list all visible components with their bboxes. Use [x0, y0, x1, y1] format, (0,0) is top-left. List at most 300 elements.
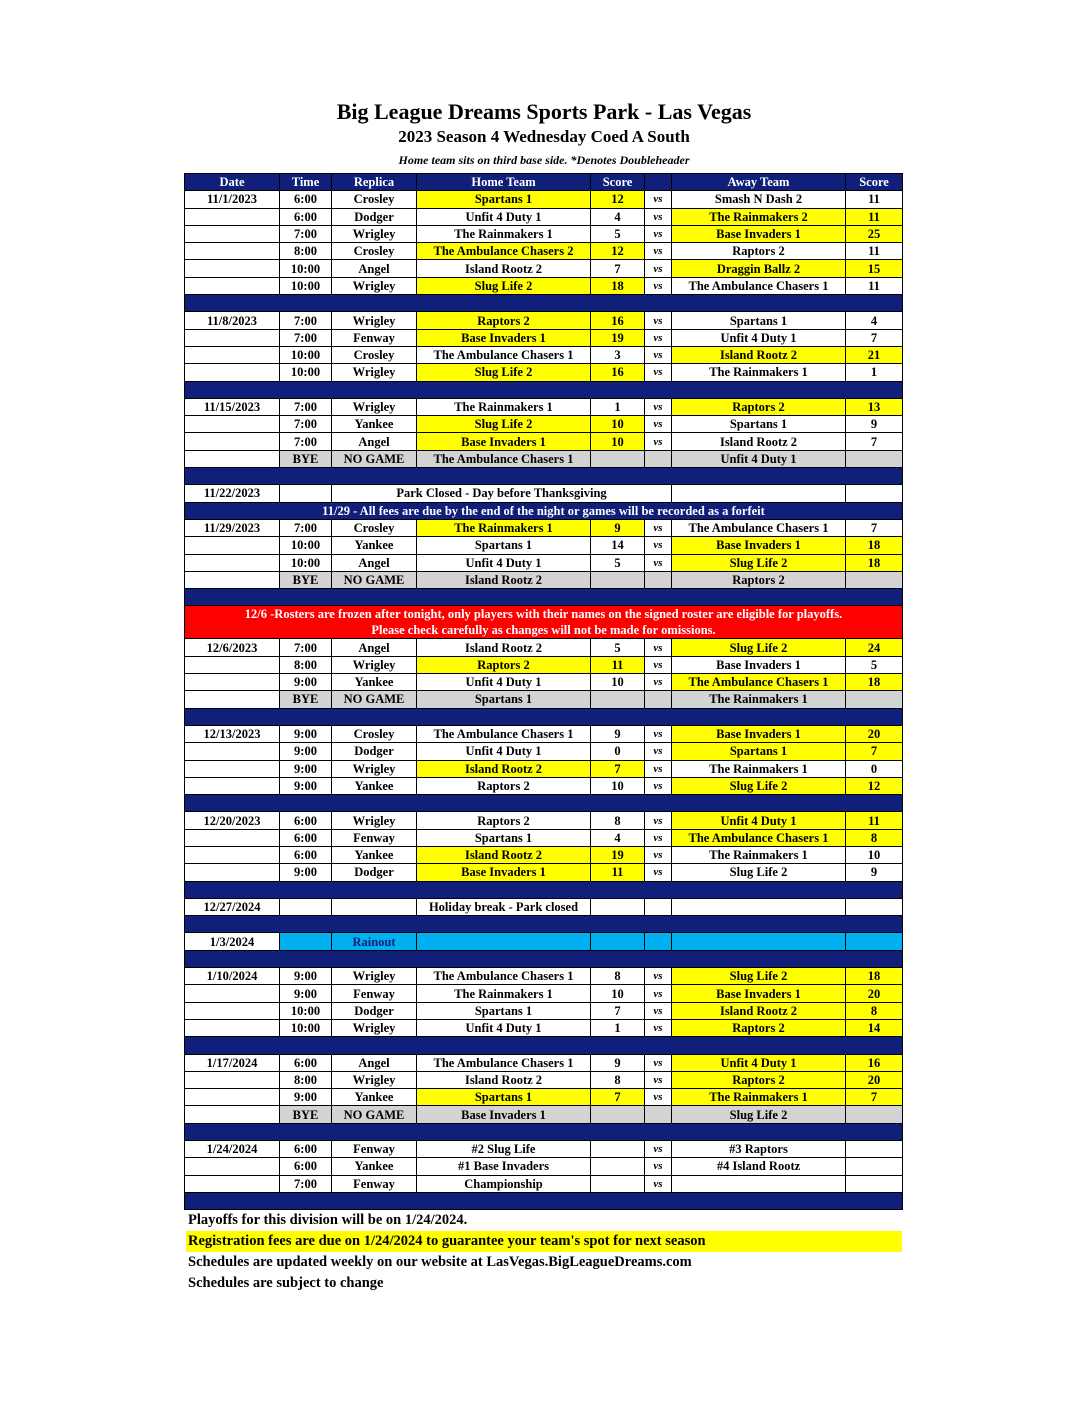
home-score-cell: 12: [591, 191, 645, 208]
replica-cell: Yankee: [332, 846, 417, 863]
away-score-cell: 8: [846, 829, 903, 846]
home-score-cell: 9: [591, 519, 645, 536]
replica-cell: Fenway: [332, 1141, 417, 1158]
bye-row: [185, 450, 903, 467]
home-score-cell: 12: [591, 243, 645, 260]
home-score-cell: [591, 1158, 645, 1175]
away-score-cell: 13: [846, 398, 903, 415]
time-cell: 6:00: [280, 846, 332, 863]
away-team-cell: [672, 933, 846, 950]
week-separator: [185, 916, 903, 933]
home-team-cell: Unfit 4 Duty 1: [417, 554, 591, 571]
home-team-cell: Raptors 2: [417, 312, 591, 329]
date-cell: 12/27/2024: [185, 898, 280, 915]
away-team-cell: Slug Life 2: [672, 554, 846, 571]
holiday-row: [185, 898, 903, 915]
separator-cell: [185, 295, 903, 312]
time-cell: BYE: [280, 1106, 332, 1123]
separator-cell: [185, 1192, 903, 1209]
away-score-cell: 7: [846, 433, 903, 450]
game-row: [185, 864, 903, 881]
vs-cell: vs: [645, 1002, 672, 1019]
footer: [186, 1210, 902, 1294]
away-team-cell: Slug Life 2: [672, 777, 846, 794]
time-cell: 7:00: [280, 225, 332, 242]
replica-cell: Angel: [332, 639, 417, 656]
home-team-cell: Raptors 2: [417, 777, 591, 794]
away-team-cell: Slug Life 2: [672, 639, 846, 656]
time-cell: 7:00: [280, 398, 332, 415]
time-cell: 7:00: [280, 329, 332, 346]
game-row: [185, 760, 903, 777]
time-cell: 6:00: [280, 812, 332, 829]
time-cell: 10:00: [280, 260, 332, 277]
week-separator: [185, 950, 903, 967]
date-cell: [185, 225, 280, 242]
fees-notice: 11/29 - All fees are due by the end of the night or games will be recorded as a forfeit: [185, 502, 903, 519]
replica-cell: Crosley: [332, 346, 417, 363]
away-score-cell: 11: [846, 812, 903, 829]
separator-cell: [185, 916, 903, 933]
footer-registration: Registration fees are due on 1/24/2024 to guarantee your team's spot for next season: [186, 1231, 902, 1252]
date-cell: [185, 243, 280, 260]
away-team-cell: #4 Island Rootz: [672, 1158, 846, 1175]
replica-cell: Yankee: [332, 777, 417, 794]
date-cell: 1/3/2024: [185, 933, 280, 950]
home-team-cell: The Rainmakers 1: [417, 398, 591, 415]
replica-cell: Wrigley: [332, 1019, 417, 1036]
home-score-cell: [591, 933, 645, 950]
replica-cell: Fenway: [332, 329, 417, 346]
date-cell: [185, 1071, 280, 1088]
date-cell: [185, 364, 280, 381]
home-score-cell: [591, 450, 645, 467]
vs-cell: vs: [645, 864, 672, 881]
date-cell: [185, 760, 280, 777]
away-score-cell: 0: [846, 760, 903, 777]
week-separator: [185, 1037, 903, 1054]
replica-cell: Fenway: [332, 985, 417, 1002]
date-cell: 12/20/2023: [185, 812, 280, 829]
footer-website: Schedules are updated weekly on our website at LasVegas.BigLeagueDreams.com: [188, 1254, 692, 1270]
away-team-cell: Base Invaders 1: [672, 656, 846, 673]
home-team-cell: Spartans 1: [417, 1002, 591, 1019]
away-score-cell: 7: [846, 519, 903, 536]
game-row: [185, 1071, 903, 1088]
replica-cell: NO GAME: [332, 691, 417, 708]
home-team-cell: Slug Life 2: [417, 277, 591, 294]
date-cell: [185, 1106, 280, 1123]
home-team-cell: The Ambulance Chasers 2: [417, 243, 591, 260]
replica-cell: Angel: [332, 554, 417, 571]
time-cell: 10:00: [280, 1002, 332, 1019]
home-score-cell: 14: [591, 537, 645, 554]
bye-row: [185, 691, 903, 708]
date-cell: [185, 554, 280, 571]
week-separator: [185, 881, 903, 898]
away-team-cell: Base Invaders 1: [672, 225, 846, 242]
date-cell: [185, 1175, 280, 1192]
home-score-cell: 8: [591, 1071, 645, 1088]
home-team-cell: Island Rootz 2: [417, 1071, 591, 1088]
time-cell: [280, 898, 332, 915]
col-home-score: Score: [591, 174, 645, 191]
date-cell: [185, 1019, 280, 1036]
replica-cell: Crosley: [332, 243, 417, 260]
replica-cell: Yankee: [332, 1158, 417, 1175]
game-row: [185, 433, 903, 450]
home-team-cell: Unfit 4 Duty 1: [417, 208, 591, 225]
home-score-cell: 8: [591, 812, 645, 829]
home-team-cell: Spartans 1: [417, 1089, 591, 1106]
park-closed-row: [185, 485, 903, 502]
away-team-cell: Unfit 4 Duty 1: [672, 329, 846, 346]
replica-cell: Yankee: [332, 416, 417, 433]
replica-cell: Crosley: [332, 519, 417, 536]
footer-playoffs: Playoffs for this division will be on 1/24/2024.: [188, 1212, 468, 1228]
home-team-cell: Base Invaders 1: [417, 1106, 591, 1123]
away-team-cell: Raptors 2: [672, 1019, 846, 1036]
replica-cell: [332, 898, 417, 915]
vs-cell: vs: [645, 1054, 672, 1071]
home-score-cell: [591, 1175, 645, 1192]
replica-cell: Fenway: [332, 1175, 417, 1192]
date-cell: [185, 674, 280, 691]
rainout-row: [185, 933, 903, 950]
home-score-cell: 10: [591, 416, 645, 433]
vs-cell: vs: [645, 656, 672, 673]
roster-freeze-notice: [185, 606, 903, 639]
away-score-cell: 18: [846, 554, 903, 571]
away-score-cell: 9: [846, 864, 903, 881]
away-team-cell: The Rainmakers 1: [672, 1089, 846, 1106]
away-score-cell: 25: [846, 225, 903, 242]
time-cell: 10:00: [280, 364, 332, 381]
away-team-cell: [672, 1175, 846, 1192]
time-cell: 8:00: [280, 243, 332, 260]
home-score-cell: 0: [591, 743, 645, 760]
game-row: [185, 537, 903, 554]
game-row: [185, 312, 903, 329]
home-score-cell: 9: [591, 725, 645, 742]
vs-cell: vs: [645, 416, 672, 433]
time-cell: 7:00: [280, 416, 332, 433]
game-row: [185, 277, 903, 294]
date-cell: 12/6/2023: [185, 639, 280, 656]
col-date: Date: [185, 174, 280, 191]
game-row: [185, 846, 903, 863]
home-team-cell: #1 Base Invaders: [417, 1158, 591, 1175]
replica-cell: Angel: [332, 260, 417, 277]
home-score-cell: 5: [591, 225, 645, 242]
away-score-cell: [846, 1106, 903, 1123]
replica-cell: Wrigley: [332, 277, 417, 294]
replica-cell: Dodger: [332, 743, 417, 760]
rainout-label: Rainout: [332, 933, 417, 950]
date-cell: 11/29/2023: [185, 519, 280, 536]
replica-cell: Angel: [332, 1054, 417, 1071]
game-row: [185, 398, 903, 415]
week-separator: [185, 468, 903, 485]
time-cell: 6:00: [280, 829, 332, 846]
replica-cell: Fenway: [332, 829, 417, 846]
away-team-cell: The Rainmakers 1: [672, 760, 846, 777]
game-row: [185, 812, 903, 829]
vs-cell: vs: [645, 433, 672, 450]
home-score-cell: 19: [591, 846, 645, 863]
away-team-cell: The Ambulance Chasers 1: [672, 519, 846, 536]
date-cell: [185, 691, 280, 708]
time-cell: 10:00: [280, 277, 332, 294]
home-score-cell: 3: [591, 346, 645, 363]
game-row: [185, 985, 903, 1002]
home-team-cell: Island Rootz 2: [417, 760, 591, 777]
week-separator: [185, 589, 903, 606]
game-row: [185, 777, 903, 794]
away-score-cell: 10: [846, 846, 903, 863]
away-score-cell: 18: [846, 537, 903, 554]
week-separator: [185, 1192, 903, 1209]
time-cell: 6:00: [280, 191, 332, 208]
date-cell: 1/24/2024: [185, 1141, 280, 1158]
away-score-cell: 11: [846, 277, 903, 294]
away-team-cell: The Rainmakers 1: [672, 846, 846, 863]
away-score-cell: 20: [846, 985, 903, 1002]
home-team-cell: The Ambulance Chasers 1: [417, 346, 591, 363]
vs-cell: [672, 485, 846, 502]
home-score-cell: 7: [591, 760, 645, 777]
date-cell: [185, 1158, 280, 1175]
separator-cell: [185, 381, 903, 398]
fees-notice-row: [185, 502, 903, 519]
game-row: [185, 1089, 903, 1106]
page-subtitle: 2023 Season 4 Wednesday Coed A South: [398, 127, 690, 146]
home-team-cell: Spartans 1: [417, 191, 591, 208]
away-team-cell: #3 Raptors: [672, 1141, 846, 1158]
home-score-cell: 18: [591, 277, 645, 294]
away-score-cell: 5: [846, 656, 903, 673]
date-cell: [185, 864, 280, 881]
replica-cell: NO GAME: [332, 571, 417, 588]
time-cell: 10:00: [280, 554, 332, 571]
time-cell: 9:00: [280, 760, 332, 777]
away-score-cell: 15: [846, 260, 903, 277]
replica-cell: Wrigley: [332, 225, 417, 242]
vs-cell: vs: [645, 537, 672, 554]
away-score-cell: [846, 898, 903, 915]
home-score-cell: 16: [591, 364, 645, 381]
away-team-cell: Base Invaders 1: [672, 725, 846, 742]
vs-cell: vs: [645, 1089, 672, 1106]
vs-cell: vs: [645, 364, 672, 381]
home-score-cell: 4: [591, 208, 645, 225]
date-cell: 11/22/2023: [185, 485, 280, 502]
away-score-cell: 1: [846, 364, 903, 381]
vs-cell: vs: [645, 1141, 672, 1158]
away-score-cell: 11: [846, 208, 903, 225]
game-row: [185, 225, 903, 242]
home-score-cell: [591, 1106, 645, 1123]
home-score-cell: 4: [591, 829, 645, 846]
vs-cell: vs: [645, 191, 672, 208]
date-cell: 11/15/2023: [185, 398, 280, 415]
date-cell: [185, 208, 280, 225]
col-away-team: Away Team: [672, 174, 846, 191]
home-team-cell: Spartans 1: [417, 537, 591, 554]
time-cell: 9:00: [280, 1089, 332, 1106]
away-score-cell: 21: [846, 346, 903, 363]
away-team-cell: The Rainmakers 1: [672, 364, 846, 381]
replica-cell: Wrigley: [332, 312, 417, 329]
game-row: [185, 191, 903, 208]
col-time: Time: [280, 174, 332, 191]
away-team-cell: Island Rootz 2: [672, 433, 846, 450]
replica-cell: Wrigley: [332, 760, 417, 777]
time-cell: 7:00: [280, 1175, 332, 1192]
home-team-cell: Island Rootz 2: [417, 846, 591, 863]
home-team-cell: Island Rootz 2: [417, 639, 591, 656]
replica-cell: Yankee: [332, 1089, 417, 1106]
away-score-cell: 8: [846, 1002, 903, 1019]
col-vs: [645, 174, 672, 191]
vs-cell: vs: [645, 829, 672, 846]
home-score-cell: [591, 898, 645, 915]
away-team-cell: Raptors 2: [672, 243, 846, 260]
home-team-cell: The Rainmakers 1: [417, 985, 591, 1002]
home-score-cell: 5: [591, 554, 645, 571]
holiday-message: Holiday break - Park closed: [417, 898, 591, 915]
away-team-cell: Raptors 2: [672, 571, 846, 588]
away-score-cell: 20: [846, 725, 903, 742]
away-score-cell: [846, 450, 903, 467]
roster-freeze-line-1: 12/6 -Rosters are frozen after tonight, only players with their names on the signed roster are eligible for playoffs.: [244, 607, 843, 622]
game-row: [185, 725, 903, 742]
away-score-cell: 7: [846, 743, 903, 760]
vs-cell: vs: [645, 554, 672, 571]
away-team-cell: Spartans 1: [672, 416, 846, 433]
away-score-cell: 16: [846, 1054, 903, 1071]
game-row: [185, 829, 903, 846]
away-team-cell: Smash N Dash 2: [672, 191, 846, 208]
vs-cell: vs: [645, 743, 672, 760]
home-team-cell: The Ambulance Chasers 1: [417, 725, 591, 742]
away-team-cell: Base Invaders 1: [672, 537, 846, 554]
away-score-cell: 14: [846, 1019, 903, 1036]
time-cell: BYE: [280, 691, 332, 708]
date-cell: 11/1/2023: [185, 191, 280, 208]
vs-cell: vs: [645, 208, 672, 225]
date-cell: [185, 537, 280, 554]
separator-cell: [185, 1123, 903, 1140]
time-cell: 10:00: [280, 346, 332, 363]
time-cell: 6:00: [280, 1054, 332, 1071]
game-row: [185, 554, 903, 571]
vs-cell: vs: [645, 639, 672, 656]
time-cell: 7:00: [280, 639, 332, 656]
game-row: [185, 656, 903, 673]
away-score-cell: 9: [846, 416, 903, 433]
game-row: [185, 743, 903, 760]
separator-cell: [185, 881, 903, 898]
vs-cell: vs: [645, 398, 672, 415]
away-score-cell: 24: [846, 639, 903, 656]
col-away-score: Score: [846, 174, 903, 191]
week-separator: [185, 1123, 903, 1140]
vs-cell: vs: [645, 225, 672, 242]
home-score-cell: 5: [591, 639, 645, 656]
replica-cell: Crosley: [332, 725, 417, 742]
date-cell: [185, 743, 280, 760]
home-team-cell: [417, 933, 591, 950]
schedule-body: [185, 191, 903, 1210]
home-team-cell: The Ambulance Chasers 1: [417, 450, 591, 467]
home-team-cell: Unfit 4 Duty 1: [417, 674, 591, 691]
home-score-cell: 11: [591, 864, 645, 881]
replica-cell: NO GAME: [332, 450, 417, 467]
away-score-cell: 12: [846, 777, 903, 794]
game-row: [185, 1054, 903, 1071]
vs-cell: vs: [645, 812, 672, 829]
closed-message: Park Closed - Day before Thanksgiving: [332, 485, 672, 502]
bye-row: [185, 1106, 903, 1123]
date-cell: [185, 571, 280, 588]
date-cell: [185, 985, 280, 1002]
replica-cell: Wrigley: [332, 656, 417, 673]
time-cell: [280, 485, 332, 502]
home-score-cell: [591, 691, 645, 708]
away-team-cell: Unfit 4 Duty 1: [672, 812, 846, 829]
vs-cell: vs: [645, 1071, 672, 1088]
vs-cell: vs: [645, 1158, 672, 1175]
game-row: [185, 1175, 903, 1192]
date-cell: 1/10/2024: [185, 968, 280, 985]
home-score-cell: 10: [591, 433, 645, 450]
home-score-cell: 7: [591, 1089, 645, 1106]
week-separator: [185, 295, 903, 312]
footer-subject-to-change: Schedules are subject to change: [188, 1275, 384, 1291]
away-team-cell: The Rainmakers 1: [672, 691, 846, 708]
home-team-cell: Base Invaders 1: [417, 433, 591, 450]
home-score-cell: [591, 1141, 645, 1158]
away-team-cell: The Ambulance Chasers 1: [672, 277, 846, 294]
time-cell: 9:00: [280, 864, 332, 881]
away-team-cell: Spartans 1: [672, 743, 846, 760]
away-score-cell: 11: [846, 243, 903, 260]
away-team-cell: The Ambulance Chasers 1: [672, 829, 846, 846]
home-team-cell: Slug Life 2: [417, 416, 591, 433]
replica-cell: Wrigley: [332, 364, 417, 381]
home-team-cell: The Ambulance Chasers 1: [417, 968, 591, 985]
roster-freeze-row: [185, 606, 903, 639]
vs-cell: vs: [645, 985, 672, 1002]
replica-cell: NO GAME: [332, 1106, 417, 1123]
date-cell: 1/17/2024: [185, 1054, 280, 1071]
vs-cell: vs: [645, 1175, 672, 1192]
away-team-cell: Slug Life 2: [672, 1106, 846, 1123]
date-cell: [185, 433, 280, 450]
away-team-cell: Slug Life 2: [672, 968, 846, 985]
home-team-cell: The Ambulance Chasers 1: [417, 1054, 591, 1071]
replica-cell: Wrigley: [332, 968, 417, 985]
home-team-cell: Spartans 1: [417, 691, 591, 708]
away-team-cell: Raptors 2: [672, 1071, 846, 1088]
game-row: [185, 346, 903, 363]
date-cell: [185, 1089, 280, 1106]
game-row: [185, 243, 903, 260]
time-cell: 9:00: [280, 725, 332, 742]
time-cell: 6:00: [280, 208, 332, 225]
away-score-cell: [846, 933, 903, 950]
